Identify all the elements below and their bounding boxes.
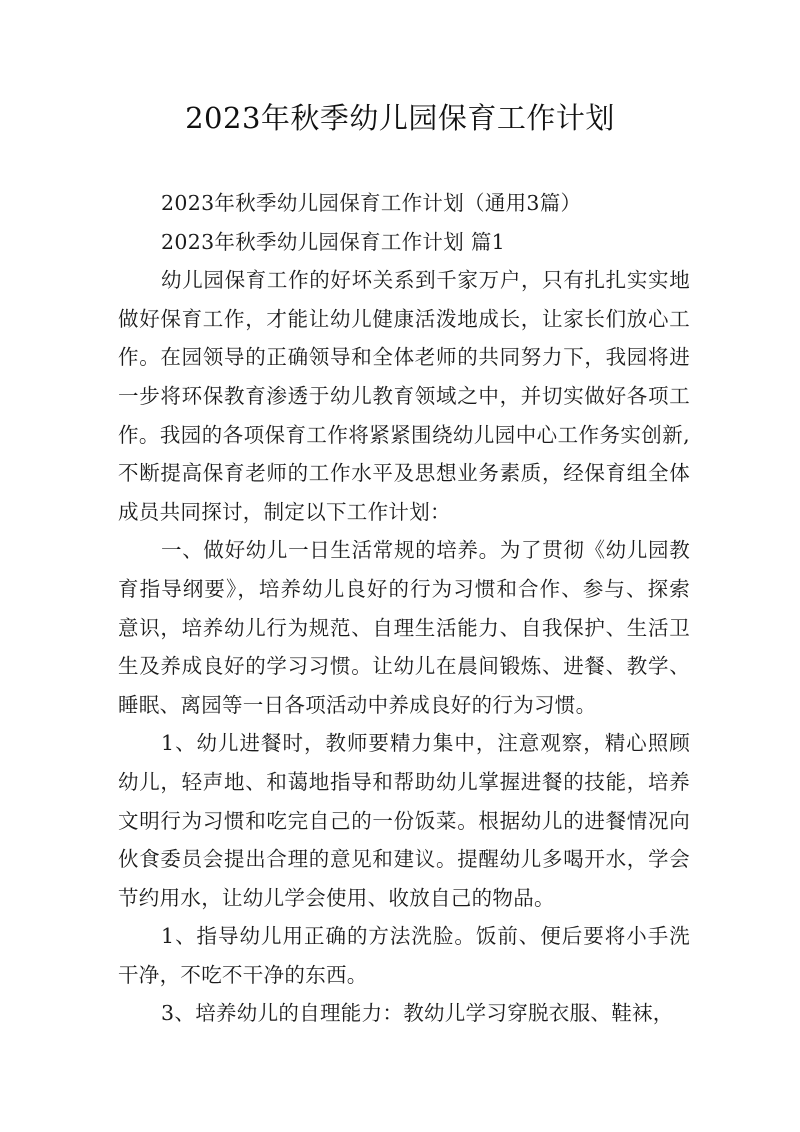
paragraph-self-care: 3、培养幼儿的自理能力：教幼儿学习穿脱衣服、鞋袜，	[161, 1001, 674, 1026]
document-title: 2023年秋季幼儿园保育工作计划	[185, 101, 615, 135]
paragraph-subtitle: 2023年秋季幼儿园保育工作计划（通用3篇）	[161, 191, 582, 215]
paragraph-intro: 幼儿园保育工作的好坏关系到千家万户，只有扎扎实实地做好保育工作，才能让幼儿健康活泼地成长，让家长们放心工作。在园领导的正确领导和全体老师的共同努力下，我园将进一步将环保教育渗透于幼儿教育领域之中，并切实做好各项工作。我园的各项保育工作将紧紧围绕幼儿园中心工作务实创新,不断提高保育老师的工作水平及思想业务素质，经保育组全体成员共同探讨，制定以下工作计划：	[118, 268, 690, 524]
paragraph-item-one: 一、做好幼儿一日生活常规的培养。为了贯彻《幼儿园教育指导纲要》，培养幼儿良好的行为习惯和合作、参与、探索意识，培养幼儿行为规范、自理生活能力、自我保护、生活卫生及养成良好的学习习惯。让幼儿在晨间锻炼、进餐、教学、睡眠、离园等一日各项活动中养成良好的行为习惯。	[118, 538, 690, 717]
document-body	[118, 184, 690, 1033]
paragraph-hygiene: 1、指导幼儿用正确的方法洗脸。饭前、便后要将小手洗干净，不吃不干净的东西。	[118, 924, 690, 987]
paragraph-section-heading: 2023年秋季幼儿园保育工作计划 篇1	[161, 229, 505, 254]
paragraph-meals: 1、幼儿进餐时，教师要精力集中，注意观察，精心照顾幼儿，轻声地、和蔼地指导和帮助幼儿掌握进餐的技能，培养文明行为习惯和吃完自己的一份饭菜。根据幼儿的进餐情况向伙食委员会提出合理的意见和建议。提醒幼儿多喝开水，学会节约用水，让幼儿学会使用、收放自己的物品。	[118, 731, 690, 910]
